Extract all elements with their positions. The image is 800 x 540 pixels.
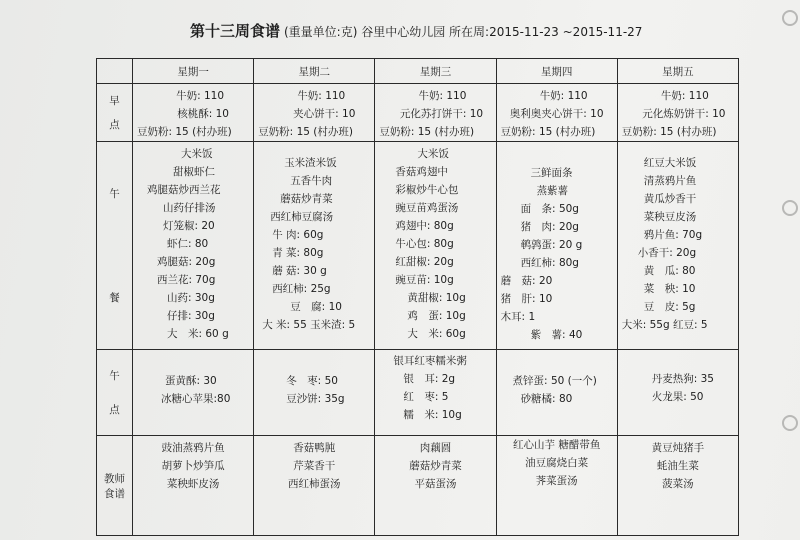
row-label-breakfast: [97, 84, 133, 142]
ingredient-line: 虾仁: 80: [167, 238, 209, 250]
snack-line: 冬 枣: 50: [286, 375, 338, 387]
dish-name: 鸡腿菇炒西兰花: [147, 184, 221, 196]
menu-table: [96, 58, 739, 536]
snack-row: [97, 350, 739, 436]
menu-line: 核桃酥: 10: [177, 108, 229, 120]
menu-line: 夹心饼干: 10: [293, 108, 356, 120]
row-label-lunch: [97, 142, 133, 350]
ingredient-line: 蘑 菇: 30 g: [272, 265, 327, 277]
dish-name: 西红柿豆腐汤: [270, 211, 334, 223]
snack-line: 豆沙饼: 35g: [286, 393, 345, 405]
menu-cell: [496, 436, 617, 536]
dish-name: 清蒸鸦片鱼: [643, 175, 697, 187]
row-label-text: 早: [109, 95, 120, 107]
ingredient-line: 大 米: 55 玉米渣: 5: [262, 319, 356, 331]
menu-line: 豆奶粉: 15 (村办班): [621, 126, 717, 138]
ingredient-line: 牛心包: 80g: [395, 238, 454, 250]
dish-name: 黄瓜炒香干: [643, 193, 697, 205]
menu-line: 豆奶粉: 15 (村办班): [500, 126, 596, 138]
page-title: 第十三周食谱: [190, 22, 281, 40]
menu-line: 牛奶: 110: [660, 90, 709, 102]
snack-line: 丹麦热狗: 35: [651, 373, 714, 385]
binder-ring-icon: [782, 10, 798, 26]
menu-cell: [133, 142, 254, 350]
teacher-dish: 西红柿蛋汤: [288, 478, 341, 490]
ingredient-line: 猪 肉: 20g: [520, 221, 579, 233]
ingredient-line: 灯笼椒: 20: [163, 220, 215, 232]
ingredient-line: 猪 肝: 10: [500, 293, 553, 305]
lunch-row: [97, 142, 739, 350]
teacher-row: [97, 436, 739, 536]
teacher-dish: 豉油蒸鸦片鱼: [161, 442, 225, 454]
snack-line: 银 耳: 2g: [403, 373, 456, 385]
breakfast-row: [97, 84, 739, 142]
teacher-dish: 红心山芋 糖醋带鱼: [512, 439, 601, 451]
teacher-dish: 平菇蛋汤: [414, 478, 457, 490]
menu-cell: [375, 436, 496, 536]
ingredient-line: 大 米: 60 g: [167, 328, 229, 340]
teacher-dish: 油豆腐烧白菜: [525, 457, 589, 469]
header-row: [97, 59, 739, 84]
row-label-text: 餐: [109, 291, 120, 304]
ingredient-line: 鸡 蛋: 10g: [407, 310, 466, 322]
ingredient-line: 红甜椒: 20g: [395, 256, 454, 268]
ingredient-line: 黄 瓜: 80: [643, 265, 696, 277]
ingredient-line: 面 条: 50g: [520, 203, 579, 215]
dish-name: 豌豆苗鸡蛋汤: [395, 202, 459, 214]
menu-cell: [617, 350, 738, 436]
menu-cell: [133, 436, 254, 536]
snack-line: 银耳红枣糯米粥: [393, 355, 467, 367]
dish-name: 大米饭: [181, 148, 213, 160]
menu-line: 豆奶粉: 15 (村办班): [137, 126, 232, 138]
binder-ring-icon: [782, 200, 798, 216]
ingredient-line: 紫 薯: 40: [530, 329, 583, 341]
dish-name: 菜秧豆皮汤: [643, 211, 697, 223]
dish-name: 玉米渣米饭: [284, 157, 337, 169]
ingredient-line: 蘑 菇: 20: [500, 275, 553, 287]
menu-cell: [617, 142, 738, 350]
dish-name: 红豆大米饭: [643, 157, 697, 169]
row-label-text: 教师: [104, 472, 125, 485]
ingredient-line: 鸦片鱼: 70g: [643, 229, 703, 241]
row-label-text: 午: [109, 370, 120, 383]
menu-cell: [133, 84, 254, 142]
ingredient-line: 菜 秧: 10: [643, 283, 696, 295]
teacher-dish: 蘑菇炒青菜: [409, 460, 462, 472]
day-header: 星期二: [254, 59, 375, 84]
day-header: 星期四: [496, 59, 617, 84]
ingredient-line: 西红柿: 25g: [272, 283, 331, 295]
binder-ring-icon: [782, 415, 798, 431]
menu-cell: [496, 84, 617, 142]
snack-line: 蛋黄酥: 30: [165, 375, 217, 387]
ingredient-line: 西兰花: 70g: [157, 274, 216, 286]
menu-line: 牛奶: 110: [539, 90, 588, 102]
ingredient-line: 鹌鹑蛋: 20 g: [520, 239, 583, 251]
ingredient-line: 小香干: 20g: [637, 247, 697, 259]
binder-rings: [782, 0, 796, 540]
row-label-text: 点: [109, 119, 120, 131]
menu-cell: [375, 142, 496, 350]
teacher-dish: 菠菜汤: [662, 478, 694, 490]
menu-line: 豆奶粉: 15 (村办班): [258, 126, 353, 138]
teacher-dish: 菜秧虾皮汤: [166, 478, 220, 490]
dish-name: 甜椒虾仁: [173, 166, 215, 178]
menu-line: 牛奶: 110: [297, 90, 346, 102]
row-label-text: 食谱: [104, 487, 125, 500]
menu-line: 元化苏打饼干: 10: [399, 108, 484, 120]
ingredient-line: 西红柿: 80g: [520, 257, 579, 269]
menu-cell: [133, 350, 254, 436]
teacher-dish: 荠菜蛋汤: [535, 475, 578, 487]
ingredient-line: 牛 肉: 60g: [272, 229, 324, 241]
dish-name: 三鲜面条: [530, 167, 573, 179]
dish-name: 五香牛肉: [290, 175, 333, 187]
ingredient-line: 豆 腐: 10: [290, 301, 342, 313]
row-label-snack: [97, 350, 133, 436]
day-header: 星期一: [133, 59, 254, 84]
day-header: 星期五: [617, 59, 738, 84]
teacher-dish: 蚝油生菜: [656, 460, 699, 472]
snack-line: 煮锌蛋: 50 (一个): [512, 375, 597, 387]
menu-line: 牛奶: 110: [176, 90, 225, 102]
corner-cell: [97, 59, 133, 84]
dish-name: 彩椒炒牛心包: [395, 184, 459, 196]
page-subtitle: (重量单位:克) 谷里中心幼儿园 所在周:2015-11-23 ~2015-11-27: [284, 25, 643, 39]
dish-name: 蒸紫薯: [536, 185, 569, 197]
ingredient-line: 仔排: 30g: [167, 310, 215, 322]
menu-cell: [375, 350, 496, 436]
ingredient-line: 青 菜: 80g: [272, 247, 324, 259]
snack-line: 砂糖橘: 80: [520, 393, 573, 405]
menu-cell: [617, 436, 738, 536]
menu-cell: [375, 84, 496, 142]
snack-line: 红 枣: 5: [403, 391, 449, 403]
menu-cell: [254, 84, 375, 142]
ingredient-line: 大 米: 60g: [407, 328, 466, 340]
teacher-dish: 香菇鸭肫: [293, 442, 336, 454]
row-label-teacher: [97, 436, 133, 536]
ingredient-line: 豆 皮: 5g: [643, 301, 696, 313]
menu-cell: [254, 142, 375, 350]
ingredient-line: 大米: 55g 红豆: 5: [621, 319, 708, 331]
menu-line: 奥利奥夹心饼干: 10: [509, 108, 604, 120]
dish-name: 蘑菇炒青菜: [280, 193, 333, 205]
teacher-dish: 胡萝卜炒笋瓜: [161, 460, 225, 472]
day-header: 星期三: [375, 59, 496, 84]
row-label-text: 午: [109, 188, 120, 201]
menu-line: 豆奶粉: 15 (村办班): [379, 126, 475, 138]
menu-cell: [254, 436, 375, 536]
snack-line: 火龙果: 50: [651, 391, 704, 403]
ingredient-line: 鸡腿菇: 20g: [157, 256, 216, 268]
menu-cell: [617, 84, 738, 142]
ingredient-line: 黄甜椒: 10g: [407, 292, 466, 304]
menu-cell: [496, 142, 617, 350]
teacher-dish: 黄豆炖猪手: [651, 442, 705, 454]
menu-cell: [496, 350, 617, 436]
menu-line: 牛奶: 110: [418, 90, 467, 102]
snack-line: 糯 米: 10g: [403, 409, 462, 421]
teacher-dish: 肉藕圆: [419, 442, 452, 454]
ingredient-line: 山药: 30g: [167, 292, 215, 304]
ingredient-line: 木耳: 1: [500, 311, 536, 323]
menu-cell: [254, 350, 375, 436]
dish-name: 山药仔排汤: [163, 202, 216, 214]
teacher-dish: 芹菜香干: [293, 460, 336, 472]
dish-name: 大米饭: [417, 148, 449, 160]
row-label-text: 点: [109, 403, 120, 416]
ingredient-line: 豌豆苗: 10g: [395, 274, 454, 286]
snack-line: 冰糖心苹果:80: [161, 393, 231, 405]
menu-line: 元化炼奶饼干: 10: [642, 108, 726, 120]
dish-name: 香菇鸡翅中: [395, 166, 448, 178]
ingredient-line: 鸡翅中: 80g: [395, 220, 454, 232]
